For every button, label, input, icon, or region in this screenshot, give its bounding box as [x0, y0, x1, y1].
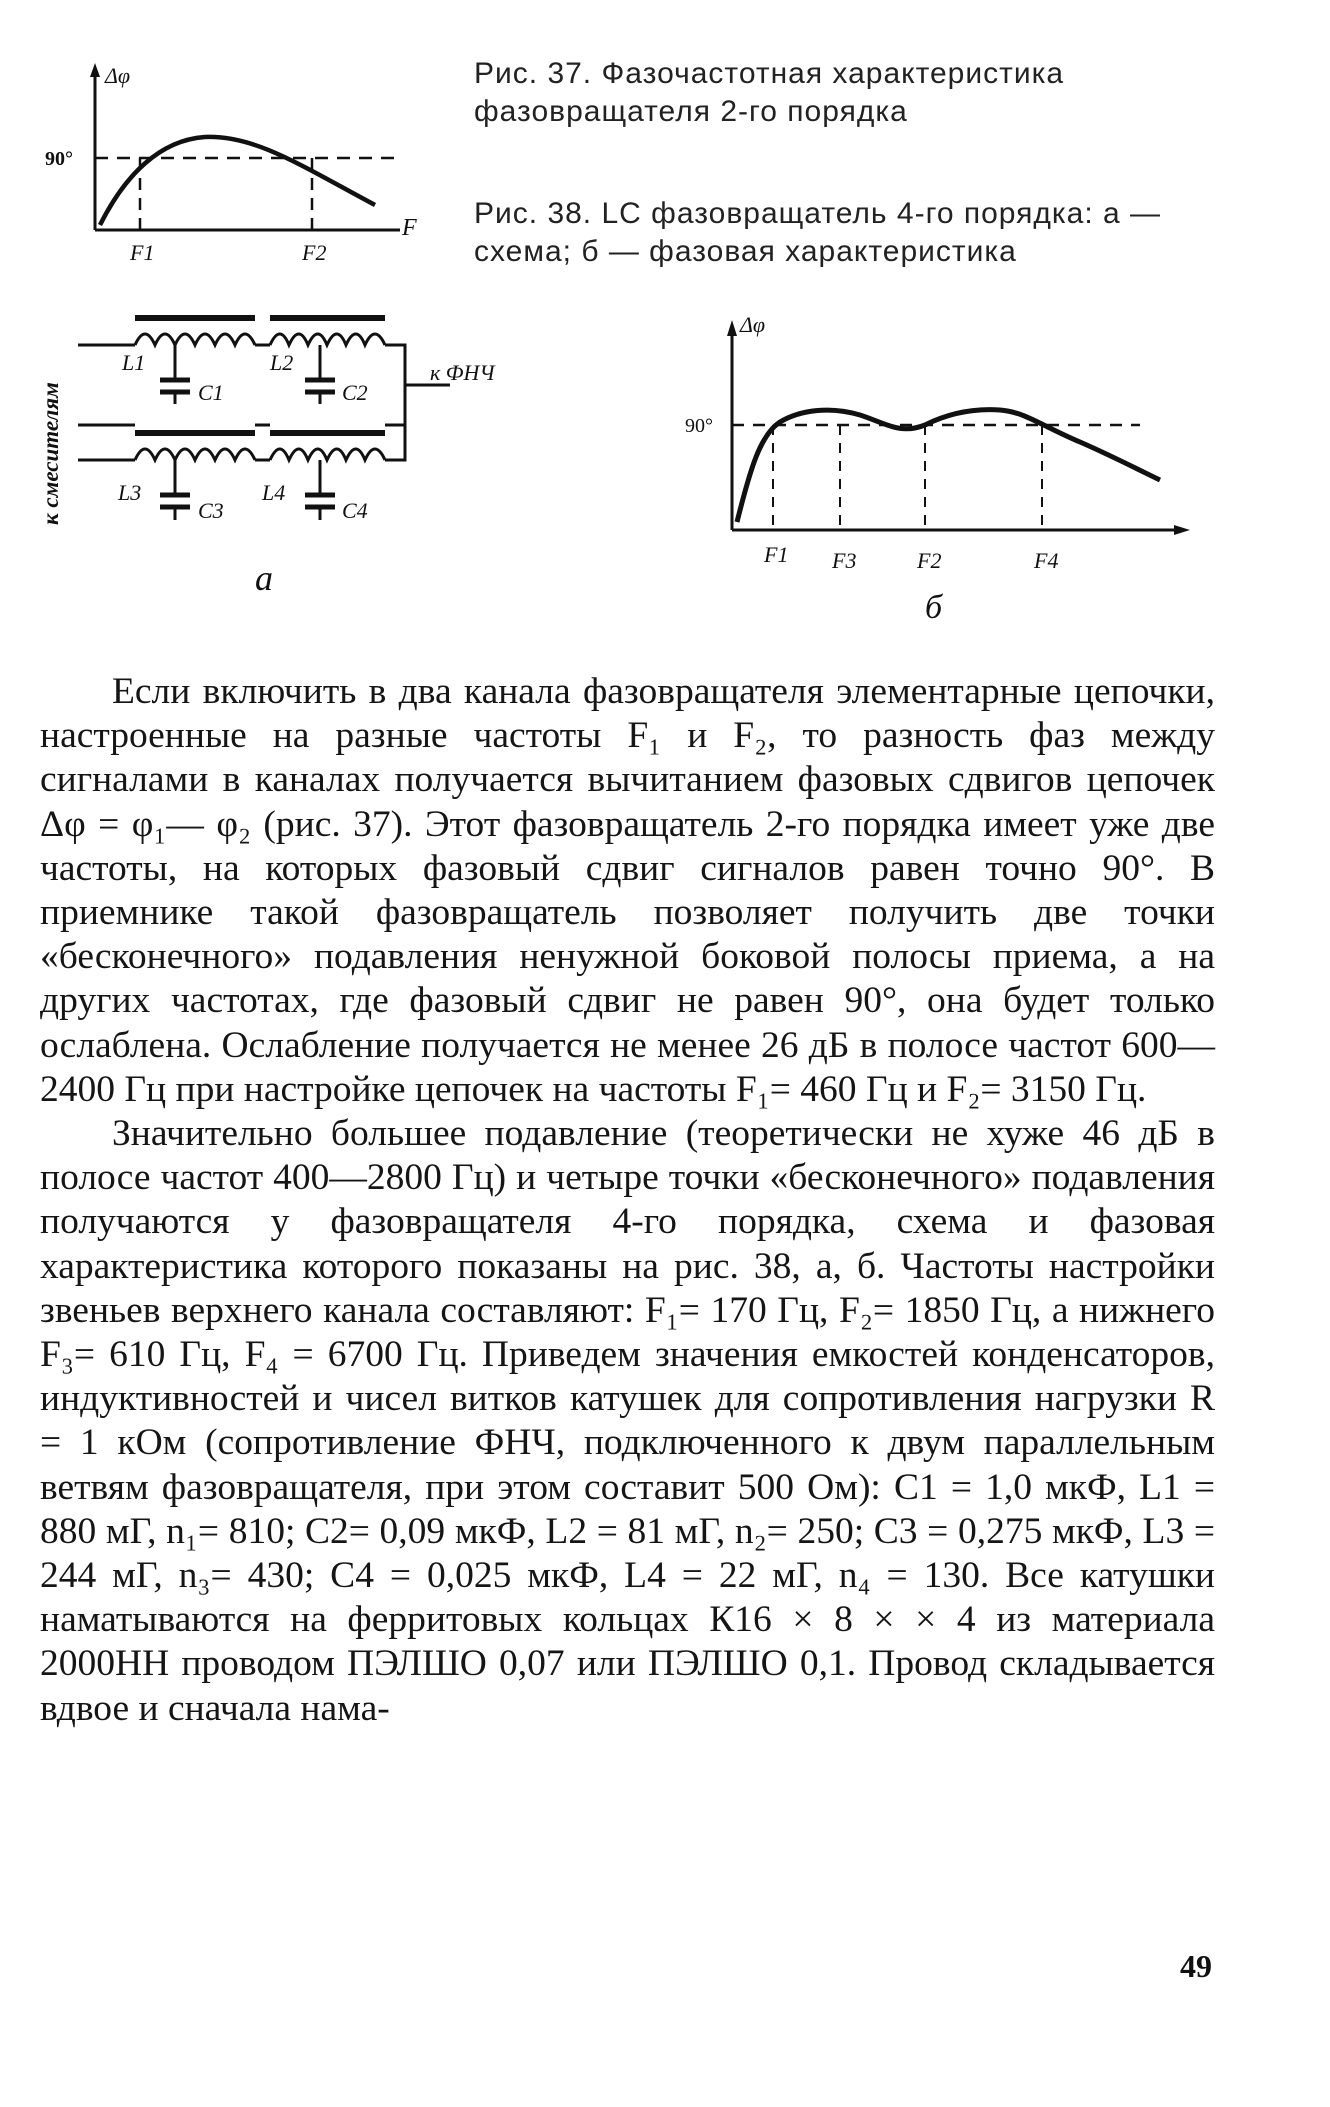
fig38a-l3 [135, 433, 255, 460]
fig37-caption-number: Рис. 37. [474, 57, 593, 90]
fig37-caption [474, 55, 1234, 131]
fig38a-schematic [30, 300, 550, 620]
fig37-caption-text: Фазочастотная характеристика фазовращателя 2-го порядка [474, 57, 1065, 128]
fig38a-label-c2: C2 [342, 380, 368, 405]
fig38b-y-tick: 90° [685, 415, 713, 437]
fig38-caption [474, 195, 1234, 271]
fig38b-x-tick-f2: F2 [917, 548, 942, 573]
fig38a-c4 [305, 460, 335, 520]
fig38a-label-c3: C3 [198, 498, 224, 523]
paragraph-2: Значительно большее подавление (теоретически не хуже 46 дБ в полосе частот 400—2800 Гц) и четыре точки «бесконечного» подавления получаются у фазовращателя 4-го порядка, схема и фазовая характеристика которого показаны на рис. 38, а, б. Частоты настройки звеньев верхнего канала составляют: F₁= 170 Гц, F₂= 1850 Гц, а нижнего F₃= 610 Гц, F₄ = 6700 Гц. Приведем значения емкостей конденсаторов, индуктивностей и чисел витков катушек для сопротивления нагрузки R = 1 кОм (сопротивление ФНЧ, подключенного к двум параллельным ветвям фазовращателя, при этом составит 500 Ом): C1 = 1,0 мкФ, L1 = 880 мГ, n₁= 810; C2= 0,09 мкФ, L2 = 81 мГ, n₂= 250; C3 = 0,275 мкФ, L3 = 244 мГ, n₃= 430; C4 = 0,025 мкФ, L4 = 22 мГ, n₄ = 130. Все катушки наматываются на ферритовых кольцах К16 × 8 × × 4 из материала 2000НН проводом ПЭЛШО 0,07 или ПЭЛШО 0,1. Провод складывается вдвое и сначала нама- [40, 1113, 1215, 1729]
fig37-y-tick: 90° [45, 148, 73, 170]
fig37-graph [40, 55, 440, 285]
fig38a-label-l2: L2 [270, 350, 294, 375]
fig38a-c3 [160, 460, 190, 520]
fig38a-sub-label: а [255, 558, 273, 598]
fig37-x-tick-f1: F1 [130, 240, 155, 265]
fig38b-x-tick-f1: F1 [764, 542, 789, 567]
paragraph-1: Если включить в два канала фазовращателя элементарные цепочки, настроенные на разные частоты F₁ и F₂, то разность фаз между сигналами в каналах получается вычитанием фазовых сдвигов цепочек Δφ = φ₁— φ₂ (рис. 37). Этот фазовращатель 2-го порядка имеет уже две частоты, на которых фазовый сдвиг сигналов равен точно 90°. В приемнике такой фазовращатель позволяет получить две точки «бесконечного» подавления ненужной боковой полосы приема, а на других частотах, где фазовый сдвиг не равен 90°, она будет только ослаблена. Ослабление получается не менее 26 дБ в полосе частот 600—2400 Гц при настройке цепочек на частоты F₁= 460 Гц и F₂= 3150 Гц. [40, 671, 1215, 1110]
fig38b-y-arrow [727, 320, 737, 336]
fig37-x-tick-f2: F2 [302, 240, 327, 265]
body-text [40, 670, 1215, 1731]
fig38a-label-l1: L1 [122, 350, 146, 375]
fig38a-input-label: к смесителям [38, 382, 63, 525]
fig38a-label-l3: L3 [118, 480, 142, 505]
fig38a-c1 [160, 345, 190, 404]
fig38b-x-tick-f3: F3 [832, 548, 857, 573]
fig38a-label-c4: C4 [342, 498, 368, 523]
fig38b-y-label: Δφ [740, 312, 766, 337]
fig38a-l2 [270, 318, 385, 345]
fig37-x-label: F [402, 215, 417, 241]
fig38a-label-l4: L4 [262, 480, 286, 505]
fig37-y-label: Δφ [105, 63, 131, 88]
fig38b-graph [680, 300, 1240, 630]
fig38b-curve [737, 410, 1160, 522]
page-number: 49 [1180, 1948, 1212, 1984]
fig38a-label-c1: C1 [198, 380, 224, 405]
fig38a-output-label: к ФНЧ [430, 360, 495, 385]
fig38b-sub-label: б [925, 589, 943, 626]
fig38-caption-number: Рис. 38. [474, 197, 593, 230]
fig38b-x-arrow [1174, 525, 1190, 535]
fig38a-l1 [135, 318, 255, 345]
fig38a-c2 [305, 345, 335, 404]
fig37-y-arrow [90, 63, 100, 77]
fig38b-x-tick-f4: F4 [1034, 548, 1059, 573]
fig38-caption-text: LC фазовращатель 4-го порядка: а — схема; б — фазовая характеристика [474, 197, 1162, 268]
fig38a-l4 [270, 433, 385, 460]
